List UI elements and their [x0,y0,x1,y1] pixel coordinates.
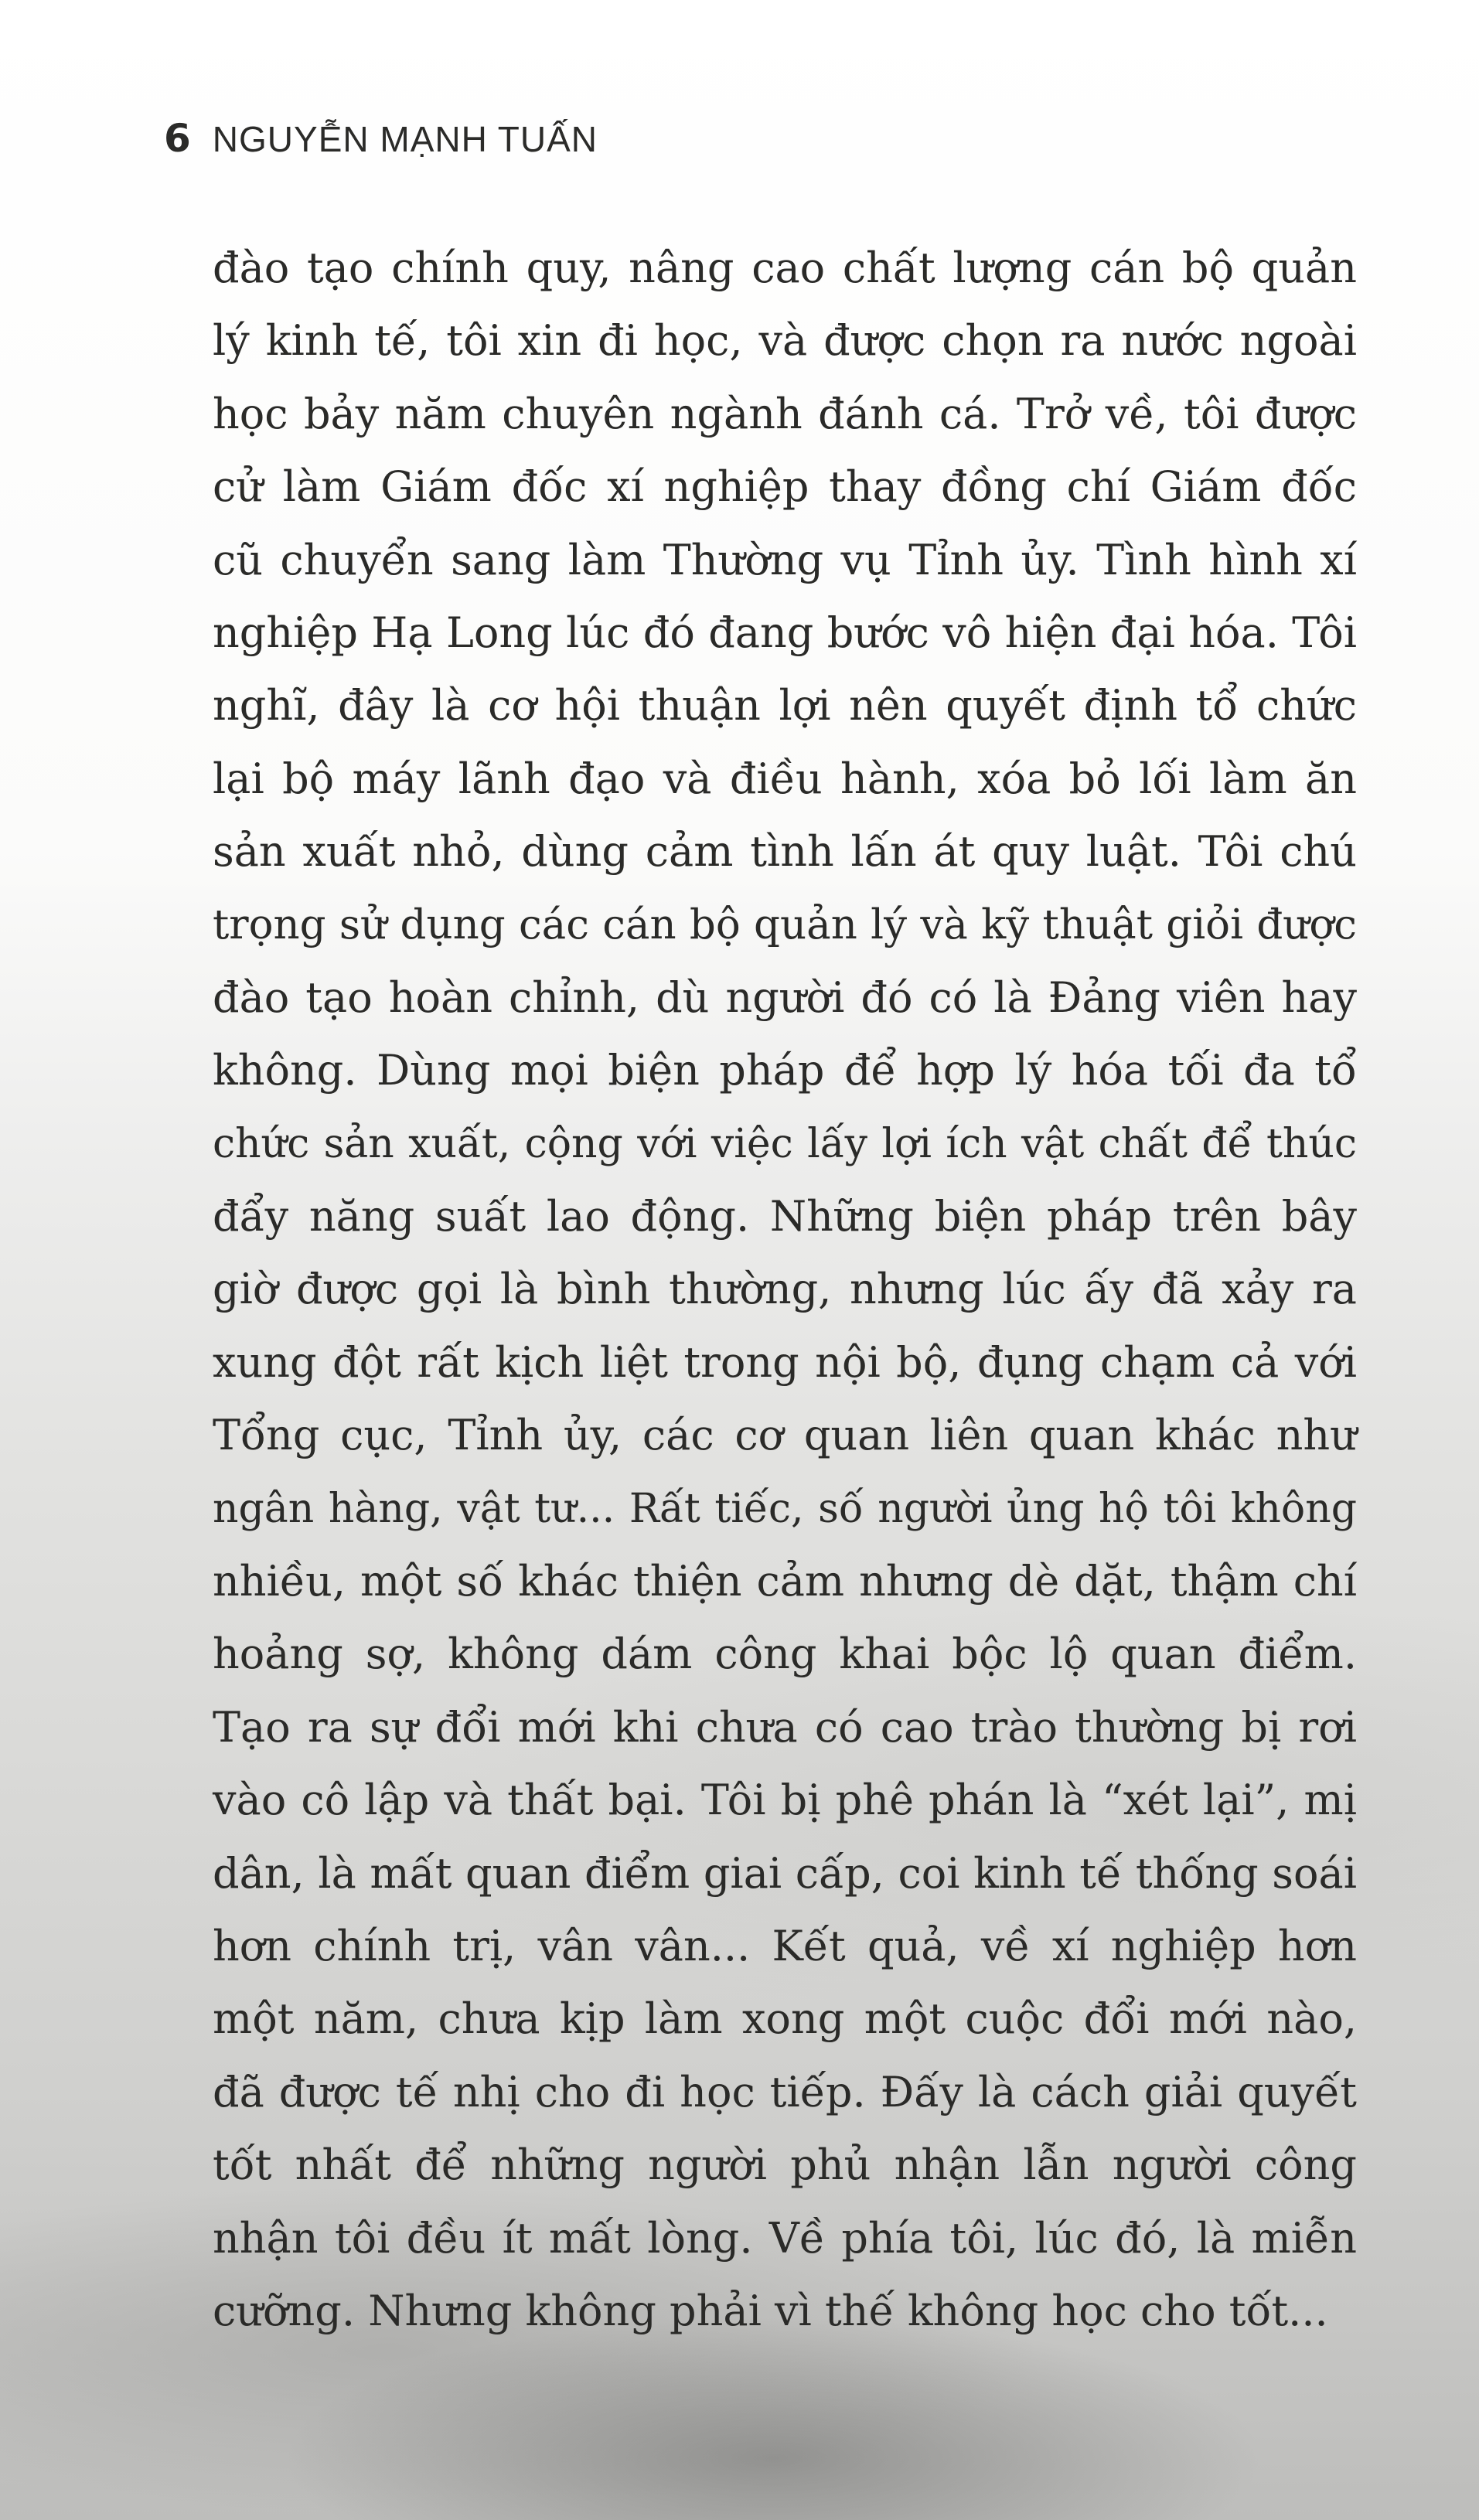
text-line: dân, là mất quan điểm giai cấp, coi kinh tế thống soái [213,1848,1357,1898]
text-line: vào cô lập và thất bại. Tôi bị phê phán là “xét lại”, mị [213,1776,1357,1825]
body-text [213,232,1357,2348]
text-line: một năm, chưa kịp làm xong một cuộc đổi mới nào, [213,1994,1357,2044]
text-line: hơn chính trị, vân vân... Kết quả, về xí nghiệp hơn [213,1921,1357,1970]
page-header [164,116,598,178]
text-line: đẩy năng suất lao động. Những biện pháp trên bây [213,1192,1357,1241]
text-line: đã được tế nhị cho đi học tiếp. Đấy là cách giải quyết [213,2067,1357,2116]
text-line: Tổng cục, Tỉnh ủy, các cơ quan liên quan khác như [213,1411,1357,1460]
text-line: lý kinh tế, tôi xin đi học, và được chọn ra nước ngoài [213,316,1357,366]
text-line: sản xuất nhỏ, dùng cảm tình lấn át quy luật. Tôi chú [213,827,1357,877]
text-line: trọng sử dụng các cán bộ quản lý và kỹ thuật giỏi được [213,901,1357,948]
text-line: xung đột rất kịch liệt trong nội bộ, đụng chạm cả với [213,1337,1357,1387]
text-line: lại bộ máy lãnh đạo và điều hành, xóa bỏ lối làm ăn [213,754,1357,803]
text-line: Tạo ra sự đổi mới khi chưa có cao trào thường bị rơi [213,1702,1357,1752]
text-line: cử làm Giám đốc xí nghiệp thay đồng chí Giám đốc [213,462,1357,512]
text-line: ngân hàng, vật tư... Rất tiếc, số người ủng hộ tôi không [213,1485,1357,1532]
text-line: cũ chuyển sang làm Thường vụ Tỉnh ủy. Tình hình xí [213,535,1357,584]
running-title: NGUYỄN MẠNH TUẤN [212,119,598,159]
text-line: giờ được gọi là bình thường, nhưng lúc ấy đã xảy ra [213,1265,1357,1314]
text-line: chức sản xuất, cộng với việc lấy lợi ích vật chất để thúc [213,1120,1357,1167]
text-line: tốt nhất để những người phủ nhận lẫn người công [213,2140,1357,2190]
text-line: không. Dùng mọi biện pháp để hợp lý hóa tối đa tổ [213,1046,1357,1095]
text-line: nghĩ, đây là cơ hội thuận lợi nên quyết định tổ chức [213,681,1357,730]
text-line: cưỡng. Nhưng không phải vì thế không học cho tốt... [213,2286,1328,2335]
text-line: nhận tôi đều ít mất lòng. Về phía tôi, lúc đó, là miễn [213,2213,1357,2263]
text-line: nhiều, một số khác thiện cảm nhưng dè dặt, thậm chí [213,1557,1357,1606]
text-line: nghiệp Hạ Long lúc đó đang bước vô hiện đại hóa. Tôi [213,608,1357,657]
text-line: đào tạo hoàn chỉnh, dù người đó có là Đảng viên hay [213,972,1357,1022]
text-line: học bảy năm chuyên ngành đánh cá. Trở về, tôi được [213,389,1357,438]
page-number: 6 [164,116,191,161]
text-line: đào tạo chính quy, nâng cao chất lượng cán bộ quản [213,243,1357,292]
text-line: hoảng sợ, không dám công khai bộc lộ quan điểm. [213,1629,1357,1679]
